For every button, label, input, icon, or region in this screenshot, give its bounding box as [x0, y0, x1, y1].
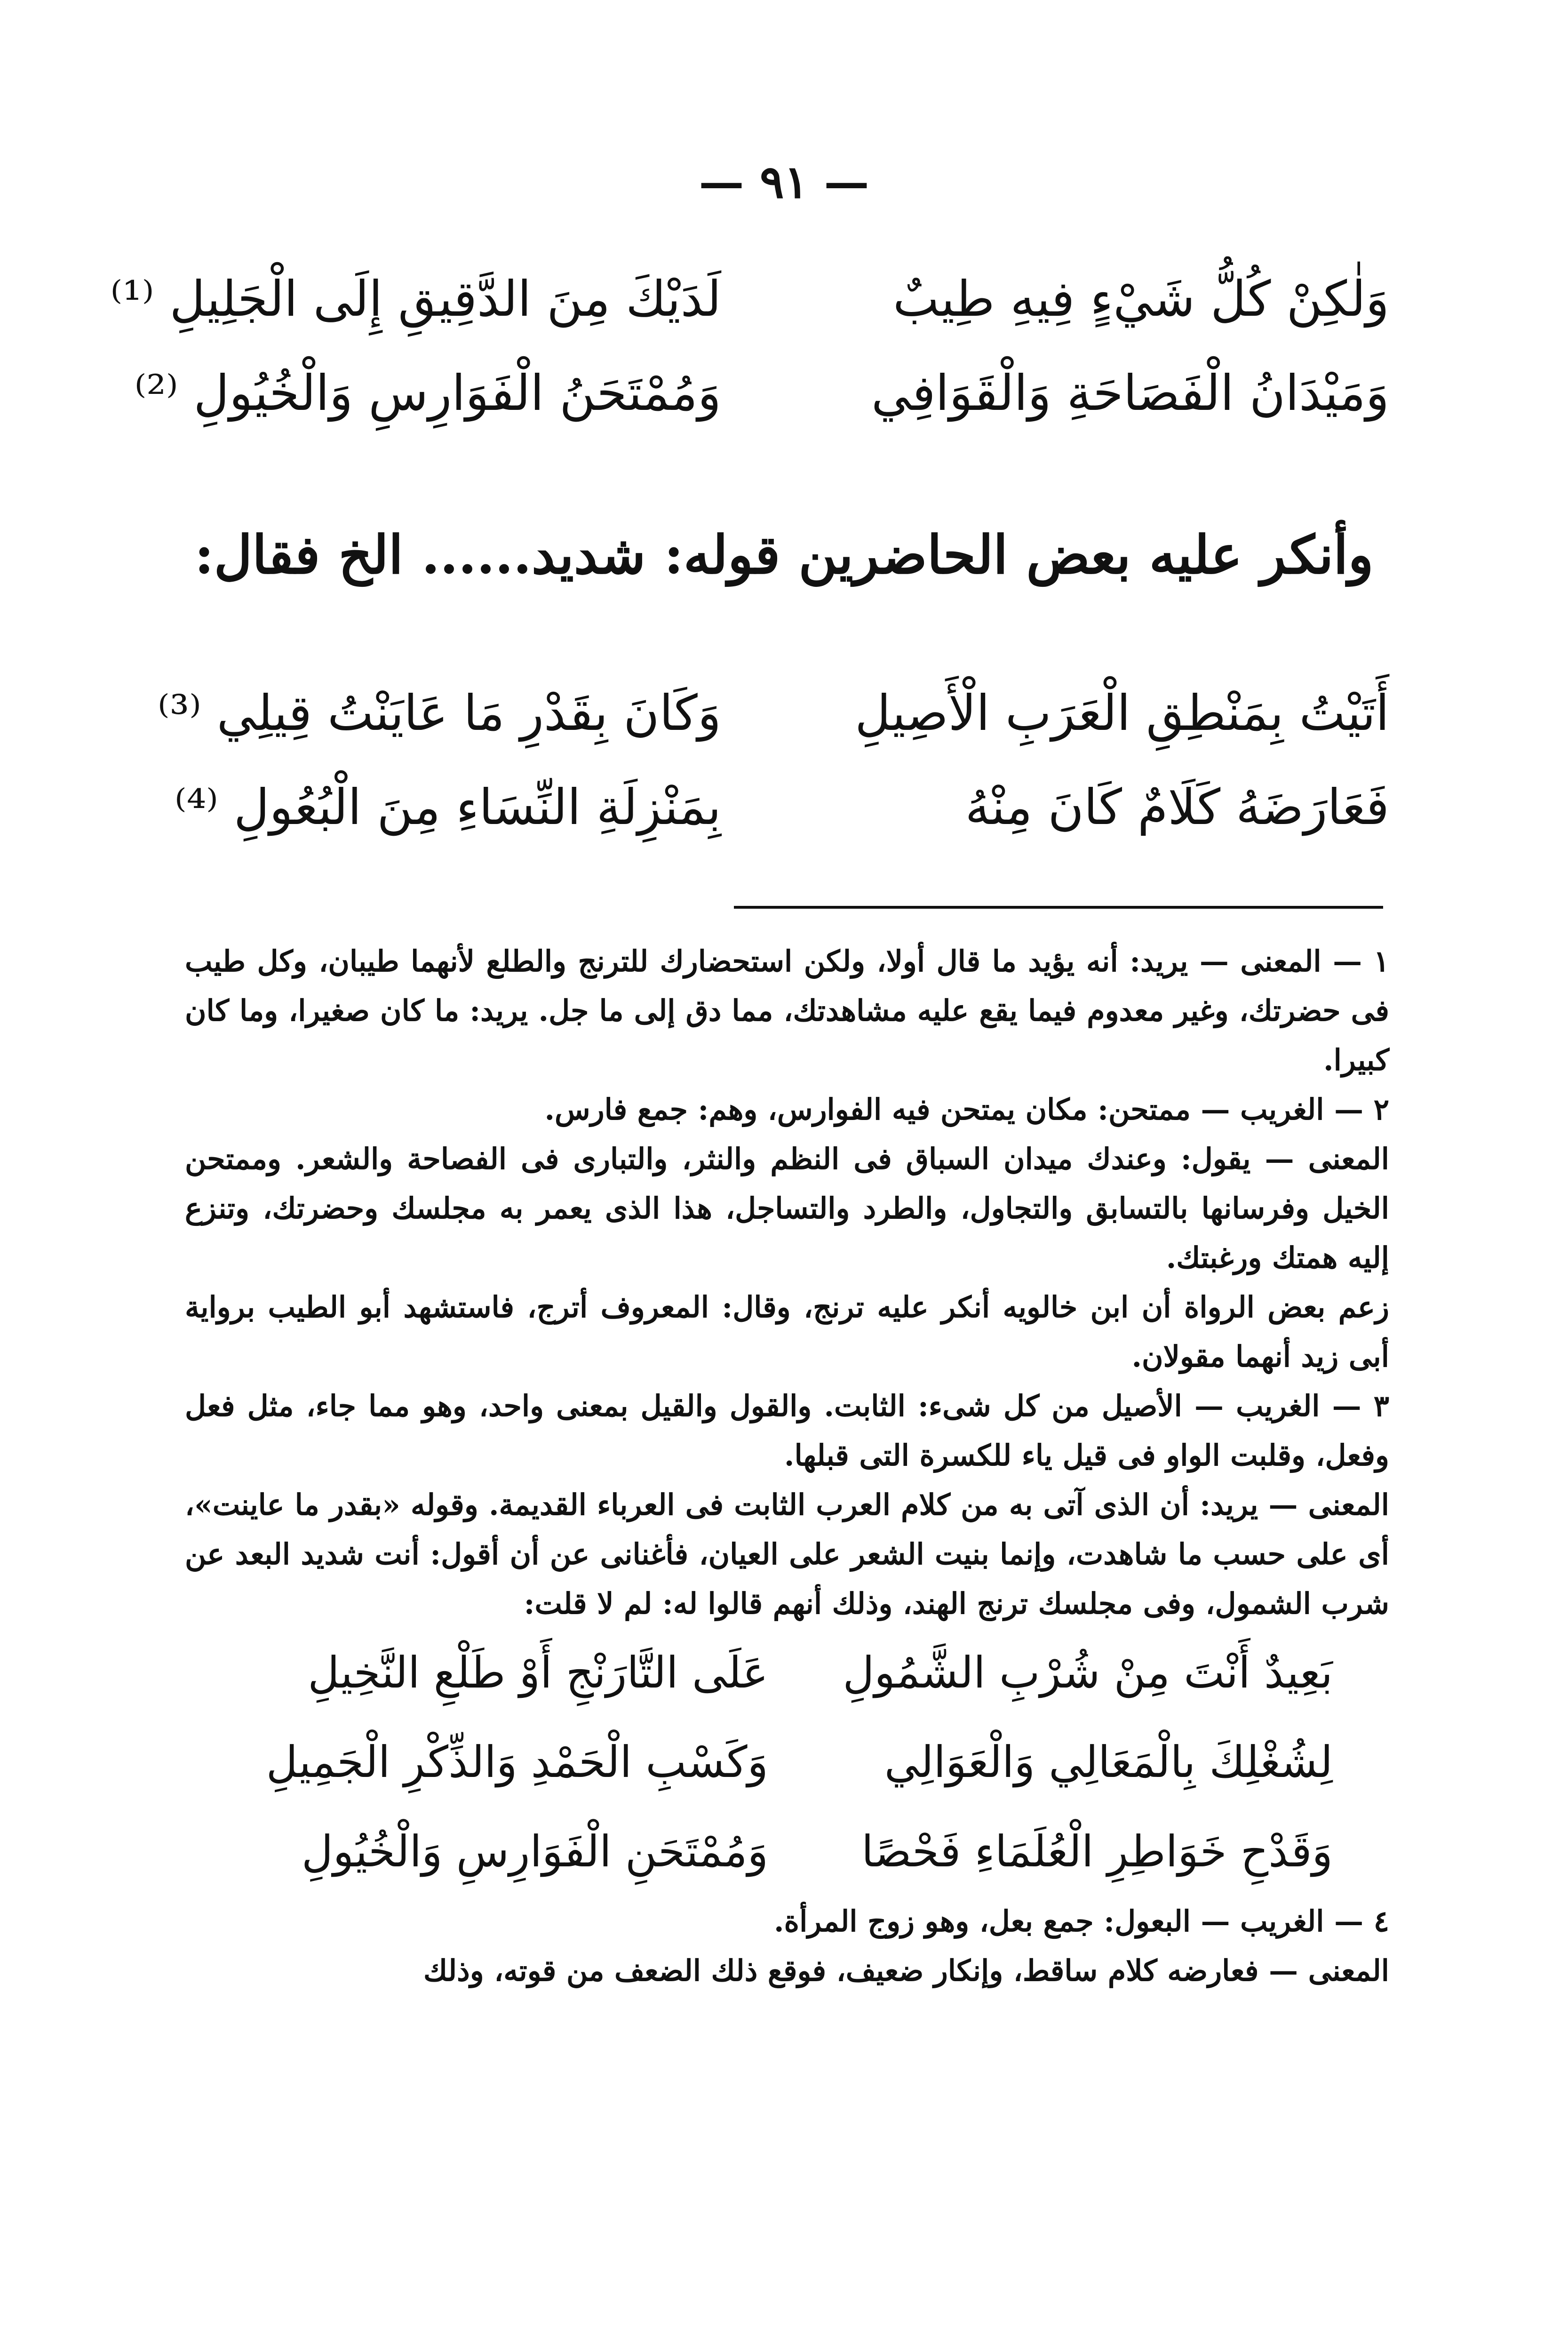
- verse-2-second-hemistich: وَمُمْتَحَنُ الْفَوَارِسِ وَالْخُيُولِ ⁽²⁾: [134, 364, 721, 422]
- verse-4-second-hemistich: بِمَنْزِلَةِ النِّسَاءِ مِنَ الْبُعُولِ ⁽⁴⁾: [175, 778, 721, 836]
- quoted-verse-1: [185, 1628, 1389, 1718]
- verse-3-second-hemistich: وَكَانَ بِقَدْرِ مَا عَايَنْتُ قِيلِي ⁽³⁾: [157, 684, 721, 742]
- verse-3-first-hemistich: أَتَيْتُ بِمَنْطِقِ الْعَرَبِ الْأَصِيلِ: [855, 684, 1389, 742]
- verse-4-first-hemistich: فَعَارَضَهُ كَلَامٌ كَانَ مِنْهُ: [965, 778, 1389, 836]
- verse-line-2: [134, 358, 1389, 428]
- note-2-vocabulary: ٢ — الغريب — ممتحن: مكان يمتحن فيه الفوارس، وهم: جمع فارس.: [544, 1092, 1389, 1127]
- footnote-divider: [734, 906, 1383, 909]
- note-1-meaning: ١ — المعنى — يريد: أنه يؤيد ما قال أولا، ولكن استحضارك للترنج والطلع لأنهما طيبان، وكل طيب فى حضرتك، وغير معدوم فيما يقع عليه مشاهدتك، مما دق إلى ما جل. يريد: ما كان صغيرا، وما كان كبيرا.: [185, 944, 1389, 1077]
- verse-2-first-hemistich: وَمَيْدَانُ الْفَصَاحَةِ وَالْقَوَافِي: [871, 364, 1389, 422]
- note-4-vocabulary: ٤ — الغريب — البعول: جمع بعل، وهو زوج المرأة.: [774, 1904, 1389, 1938]
- footnotes: [185, 936, 1389, 1995]
- quoted-verse-3-second: وَمُمْتَحَنِ الْفَوَارِسِ وَالْخُيُولِ: [301, 1826, 768, 1877]
- note-2-meaning: المعنى — يقول: وعندك ميدان السباق فى النظم والنثر، والتبارى فى الفصاحة والشعر. وممتحن الخيل وفرسانها بالتسابق والتجاول، والطرد والتساجل، هذا الذى يعمر به مجلسك وحضرتك، وتنزع إليه همتك ورغبتك.: [185, 1142, 1389, 1275]
- note-4-meaning: المعنى — فعارضه كلام ساقط، وإنكار ضعيف، فوقع ذلك الضعف من قوته، وذلك: [423, 1953, 1389, 1988]
- note-2-narration: زعم بعض الرواة أن ابن خالويه أنكر عليه ترنج، وقال: المعروف أترج، فاستشهد أبو الطيب برواية أبى زيد أنهما مقولان.: [185, 1290, 1389, 1374]
- quoted-verse-1-second: عَلَى التَّارَنْجِ أَوْ طَلْعِ النَّخِيلِ: [308, 1648, 768, 1698]
- verse-line-1: [110, 264, 1389, 334]
- verse-line-4: [175, 772, 1389, 842]
- page-number: — ٩١ —: [699, 155, 869, 208]
- quoted-verse-2-second: وَكَسْبِ الْحَمْدِ وَالذِّكْرِ الْجَمِيلِ: [266, 1737, 768, 1787]
- quoted-verse-2: [185, 1718, 1389, 1807]
- verse-1-first-hemistich: وَلٰكِنْ كُلُّ شَيْءٍ فِيهِ طِيبٌ: [893, 270, 1389, 328]
- note-3-meaning: المعنى — يريد: أن الذى آتى به من كلام العرب الثابت فى العرباء القديمة. وقوله «بقدر ما عاينت»، أى على حسب ما شاهدت، وإنما بنيت الشعر على العيان، فأغنانى عن أن أقول: أنت شديد البعد عن شرب الشمول، وفى مجلسك ترنج الهند، وذلك أنهم قالوا له: لم لا قلت:: [185, 1488, 1389, 1621]
- quoted-verse-3: [185, 1807, 1389, 1896]
- quoted-verse-1-first: بَعِيدٌ أَنْتَ مِنْ شُرْبِ الشَّمُولِ: [843, 1648, 1333, 1698]
- quoted-verse-3-first: وَقَدْحِ خَوَاطِرِ الْعُلَمَاءِ فَحْصًا: [861, 1826, 1333, 1877]
- note-3-vocabulary: ٣ — الغريب — الأصيل من كل شىء: الثابت. والقول والقيل بمعنى واحد، وهو مما جاء، مثل فعل وفعل، وقلبت الواو فى قيل ياء للكسرة التى قبلها.: [185, 1389, 1389, 1472]
- verse-line-3: [157, 678, 1389, 748]
- verse-1-second-hemistich: لَدَيْكَ مِنَ الدَّقِيقِ إِلَى الْجَلِيلِ ⁽¹⁾: [110, 270, 721, 328]
- prose-heading: وأنكر عليه بعض الحاضرين قوله: شديد...... الخ فقال:: [194, 524, 1374, 586]
- quoted-verse-2-first: لِشُغْلِكَ بِالْمَعَالِي وَالْعَوَالِي: [884, 1737, 1333, 1787]
